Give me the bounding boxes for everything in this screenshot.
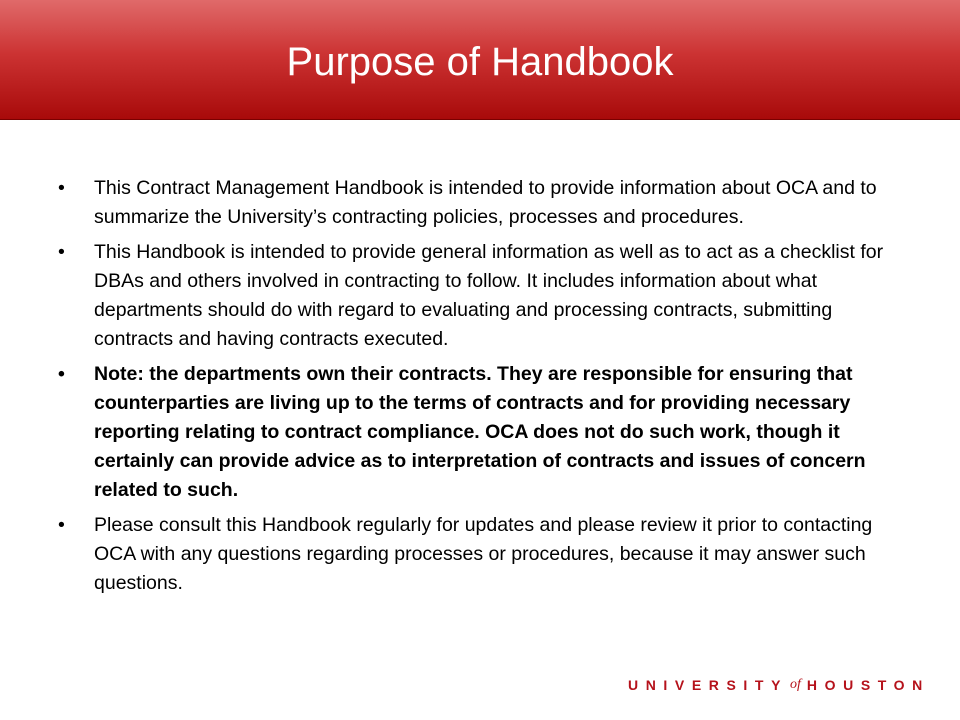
bullet-text: This Contract Management Handbook is intended to provide information about OCA and to summarize the University’s contracting policies, processes and procedures. [94,177,877,228]
bullet-item [58,511,908,598]
bullet-item [58,238,908,354]
bullet-item [58,174,908,232]
bullet-item-note [58,360,908,505]
logo-university: UNIVERSITY [628,676,789,693]
bullet-dot: • [58,177,65,199]
bullet-dot: • [58,514,65,536]
bullet-dot: • [58,363,65,385]
bullet-text: Note: the departments own their contracts. They are responsible for ensuring that counterparties are living up to the terms of contracts and for providing necessary reporting relating to contract compliance. OCA does not do such work, though it certainly can provide advice as to interpretation of contracts and issues of concern related to such. [94,363,866,501]
logo-houston: HOUSTON [806,676,930,693]
bullet-list [58,174,908,604]
slide-title: Purpose of Handbook [286,40,674,84]
logo-of: of [790,676,801,692]
title-bar [0,0,960,120]
bullet-text: This Handbook is intended to provide general information as well as to act as a checklist for DBAs and others involved in contracting to follow. It includes information about what departments should do with regard to evaluating and processing contracts, submitting contracts and having contracts executed. [94,241,884,350]
university-logo [628,676,938,694]
bullet-text: Please consult this Handbook regularly for updates and please review it prior to contacting OCA with any questions regarding processes or procedures, because it may answer such questions. [94,514,873,594]
bullet-dot: • [58,241,65,263]
